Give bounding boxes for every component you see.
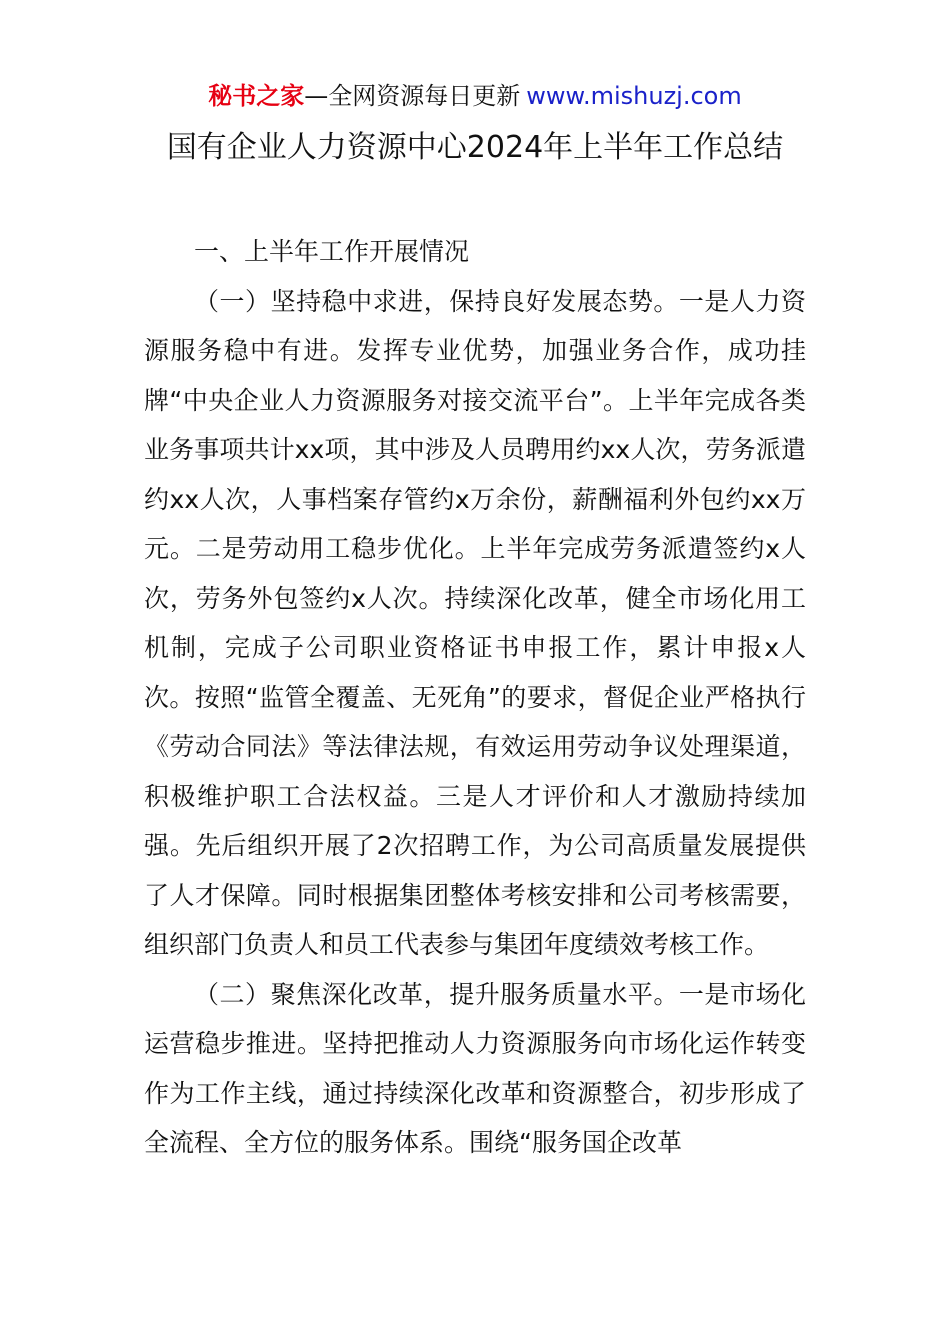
document-body: [144, 227, 806, 1168]
body-paragraph: （一）坚持稳中求进，保持良好发展态势。一是人力资源服务稳中有进。发挥专业优势，加强业务合作，成功挂牌“中央企业人力资源服务对接交流平台”。上半年完成各类业务事项共计xx项，其中涉及人员聘用约xx人次，劳务派遣约xx人次，人事档案存管约x万余份，薪酬福利外包约xx万元。二是劳动用工稳步优化。上半年完成劳务派遣签约x人次，劳务外包签约x人次。持续深化改革，健全市场化用工机制，完成子公司职业资格证书申报工作，累计申报x人次。按照“监管全覆盖、无死角”的要求，督促企业严格执行《劳动合同法》等法律法规，有效运用劳动争议处理渠道，积极维护职工合法权益。三是人才评价和人才激励持续加强。先后组织开展了2次招聘工作，为公司高质量发展提供了人才保障。同时根据集团整体考核安排和公司考核需要，组织部门负责人和员工代表参与集团年度绩效考核工作。: [144, 286, 806, 959]
body-paragraph: （二）聚焦深化改革，提升服务质量水平。一是市场化运营稳步推进。坚持把推动人力资源服务向市场化运作转变作为工作主线，通过持续深化改革和资源整合，初步形成了全流程、全方位的服务体系。围绕“服务国企改革: [144, 979, 806, 1157]
header-dash: —: [304, 82, 329, 110]
document-title: 国有企业人力资源中心2024年上半年工作总结: [166, 130, 784, 165]
site-tagline: 全网资源每日更新: [328, 82, 521, 110]
site-header: [0, 80, 950, 112]
site-brand: 秘书之家: [208, 82, 305, 110]
section-heading: 一、上半年工作开展情况: [194, 237, 470, 266]
site-url-link[interactable]: www.mishuzj.com: [526, 82, 742, 110]
